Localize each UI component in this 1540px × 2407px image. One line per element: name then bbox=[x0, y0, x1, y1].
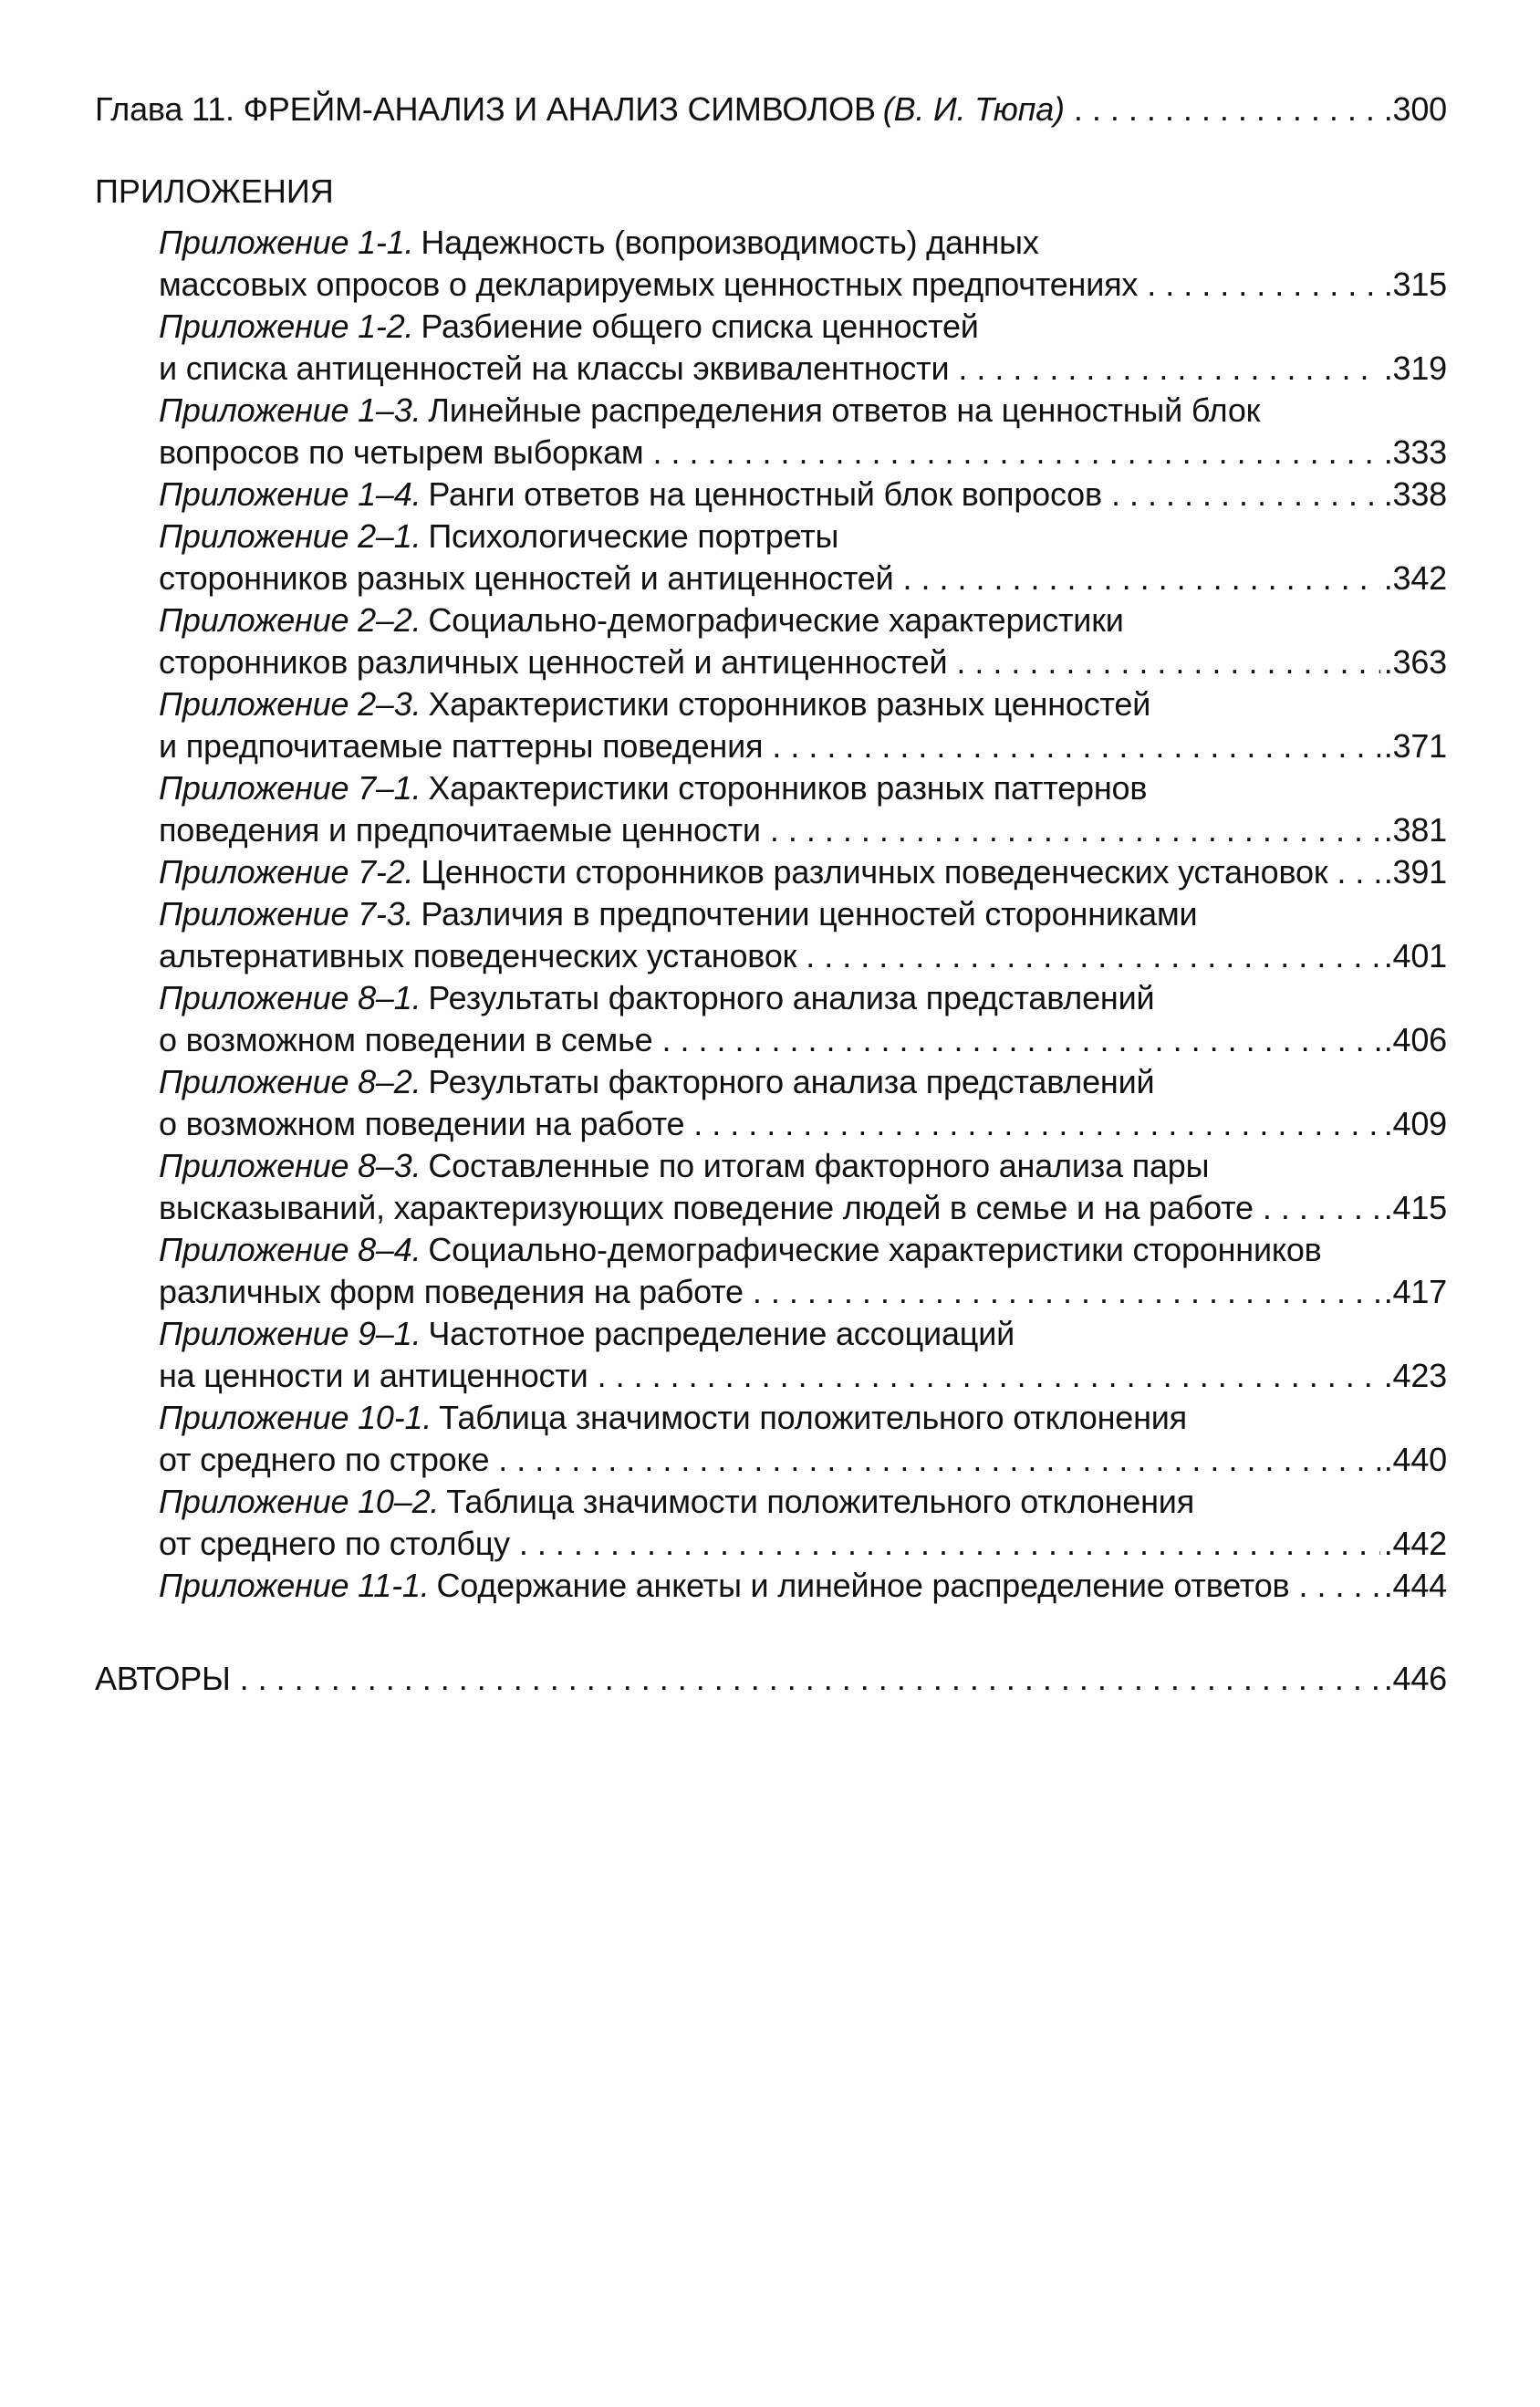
appendix-title: Содержание анкеты и линейное распределение ответов bbox=[436, 1567, 1290, 1604]
appendix-title-continued: массовых опросов о декларируемых ценностных предпочтениях bbox=[159, 266, 1139, 303]
leader-dots bbox=[806, 934, 1380, 978]
page-number: .401 bbox=[1383, 937, 1447, 974]
appendix-line bbox=[159, 1228, 1447, 1272]
chapter-author: (В. И. Тюпа) bbox=[882, 90, 1065, 128]
appendix-label: Приложение 10–2. bbox=[159, 1483, 440, 1520]
appendix-label: Приложение 7-3. bbox=[159, 895, 414, 933]
toc-entry-authors[interactable] bbox=[95, 1657, 1447, 1701]
appendix-line bbox=[159, 892, 1447, 936]
appendix-label: Приложение 9–1. bbox=[159, 1315, 421, 1352]
leader-dots bbox=[519, 1522, 1380, 1566]
appendix-label: Приложение 1–3. bbox=[159, 391, 421, 429]
leader-dots bbox=[770, 808, 1380, 852]
appendix-line bbox=[159, 641, 1447, 684]
leader-dots bbox=[652, 431, 1379, 474]
page-number: .442 bbox=[1383, 1525, 1447, 1562]
appendix-label: Приложение 1-2. bbox=[159, 307, 414, 345]
appendix-title: Разбиение общего списка ценностей bbox=[421, 307, 979, 345]
page-number: .391 bbox=[1383, 853, 1447, 891]
appendix-title: Социально-демографические характеристики сторонников bbox=[428, 1231, 1322, 1268]
appendix-title-continued: на ценности и антиценности bbox=[159, 1357, 588, 1394]
leader-dots bbox=[958, 347, 1379, 391]
appendix-line bbox=[159, 557, 1447, 600]
leader-dots bbox=[598, 1354, 1380, 1398]
appendix-label: Приложение 1–4. bbox=[159, 475, 421, 513]
appendix-label: Приложение 10-1. bbox=[159, 1399, 432, 1436]
appendix-line bbox=[159, 766, 1447, 810]
appendix-line bbox=[159, 347, 1447, 391]
appendix-label: Приложение 8–2. bbox=[159, 1063, 421, 1100]
appendix-title: Различия в предпочтении ценностей сторонниками bbox=[421, 895, 1198, 933]
chapter-title: Глава 11. ФРЕЙМ-АНАЛИЗ И АНАЛИЗ СИМВОЛОВ bbox=[95, 90, 876, 128]
leader-dots bbox=[498, 1438, 1379, 1482]
page-number: .417 bbox=[1383, 1273, 1447, 1310]
page-number: .446 bbox=[1383, 1660, 1447, 1697]
appendix-line bbox=[159, 934, 1447, 978]
leader-dots bbox=[1263, 1186, 1380, 1230]
appendix-line bbox=[159, 1438, 1447, 1482]
appendix-label: Приложение 2–1. bbox=[159, 517, 421, 555]
appendix-title: Психологические портреты bbox=[428, 517, 839, 555]
appendix-title: Ценности сторонников различных поведенческих установок bbox=[421, 853, 1328, 891]
appendix-title-continued: сторонников разных ценностей и антиценностей bbox=[159, 559, 894, 597]
appendix-title: Составленные по итогам факторного анализа пары bbox=[428, 1147, 1210, 1184]
appendix-label: Приложение 8–1. bbox=[159, 979, 421, 1016]
appendix-title-continued: альтернативных поведенческих установок bbox=[159, 937, 797, 974]
appendix-title-continued: различных форм поведения на работе bbox=[159, 1273, 744, 1310]
appendix-line bbox=[159, 1144, 1447, 1188]
appendix-line bbox=[159, 976, 1447, 1020]
appendix-line bbox=[159, 1354, 1447, 1398]
appendix-title: Результаты факторного анализа представлений bbox=[428, 1063, 1155, 1100]
leader-dots bbox=[1337, 850, 1379, 894]
appendix-title-continued: и списка антиценностей на классы эквивалентности bbox=[159, 349, 950, 387]
leader-dots bbox=[661, 1018, 1379, 1062]
authors-title: АВТОРЫ bbox=[95, 1660, 231, 1697]
appendix-title: Надежность (вопроизводимость) данных bbox=[421, 224, 1039, 261]
page-number: .333 bbox=[1383, 433, 1447, 471]
appendix-line bbox=[159, 263, 1447, 307]
appendix-label: Приложение 7-2. bbox=[159, 853, 414, 891]
appendix-title: Социально-демографические характеристики bbox=[428, 601, 1124, 639]
appendix-title-continued: и предпочитаемые паттерны поведения bbox=[159, 727, 764, 765]
appendix-title-continued: о возможном поведении на работе bbox=[159, 1105, 685, 1142]
appendix-line bbox=[159, 683, 1447, 726]
page-number: .415 bbox=[1383, 1189, 1447, 1226]
page-number: .342 bbox=[1383, 559, 1447, 597]
appendix-title: Таблица значимости положительного отклонения bbox=[439, 1399, 1187, 1436]
appendix-title-continued: от среднего по строке bbox=[159, 1441, 490, 1478]
appendix-label: Приложение 7–1. bbox=[159, 769, 421, 807]
page-number: .406 bbox=[1383, 1021, 1447, 1058]
leader-dots bbox=[903, 557, 1380, 600]
appendix-title: Частотное распределение ассоциаций bbox=[428, 1315, 1015, 1352]
leader-dots bbox=[1074, 88, 1380, 131]
appendix-line bbox=[159, 850, 1447, 894]
appendix-title-continued: поведения и предпочитаемые ценности bbox=[159, 811, 761, 849]
appendix-title-continued: о возможном поведении в семье bbox=[159, 1021, 653, 1058]
appendix-line bbox=[159, 1060, 1447, 1104]
leader-dots bbox=[240, 1657, 1380, 1701]
appendix-line bbox=[159, 221, 1447, 265]
appendix-title: Характеристики сторонников разных ценностей bbox=[428, 685, 1151, 723]
page-number: .319 bbox=[1383, 349, 1447, 387]
leader-dots bbox=[1111, 473, 1380, 516]
leader-dots bbox=[772, 724, 1379, 768]
appendix-title-continued: сторонников различных ценностей и антиценностей bbox=[159, 643, 948, 681]
toc-entry-chapter-11[interactable] bbox=[95, 88, 1447, 131]
leader-dots bbox=[1298, 1564, 1379, 1608]
appendix-line bbox=[159, 599, 1447, 642]
leader-dots bbox=[753, 1270, 1380, 1314]
appendix-line bbox=[159, 1102, 1447, 1146]
appendix-title: Ранги ответов на ценностный блок вопросов bbox=[428, 475, 1102, 513]
appendix-line bbox=[159, 808, 1447, 852]
page-number: .315 bbox=[1383, 266, 1447, 303]
appendix-line bbox=[159, 305, 1447, 349]
appendix-label: Приложение 8–4. bbox=[159, 1231, 421, 1268]
appendix-title: Результаты факторного анализа представлений bbox=[428, 979, 1155, 1016]
appendix-title-continued: вопросов по четырем выборкам bbox=[159, 433, 644, 471]
appendix-line bbox=[159, 1018, 1447, 1062]
page-number: .338 bbox=[1383, 475, 1447, 513]
appendix-line bbox=[159, 515, 1447, 558]
appendix-line bbox=[159, 431, 1447, 474]
appendices-heading: ПРИЛОЖЕНИЯ bbox=[95, 172, 334, 210]
appendix-line bbox=[159, 1396, 1447, 1440]
appendix-line bbox=[159, 1564, 1447, 1608]
appendix-title-continued: высказываний, характеризующих поведение людей в семье и на работе bbox=[159, 1189, 1254, 1226]
page-number: .371 bbox=[1383, 727, 1447, 765]
page-number: .300 bbox=[1383, 90, 1447, 128]
page-number: .444 bbox=[1383, 1567, 1447, 1604]
appendix-line bbox=[159, 1480, 1447, 1524]
appendix-line bbox=[159, 1312, 1447, 1356]
appendix-line bbox=[159, 1186, 1447, 1230]
appendix-title-continued: от среднего по столбцу bbox=[159, 1525, 510, 1562]
appendix-line bbox=[159, 389, 1447, 432]
page-number: .423 bbox=[1383, 1357, 1447, 1394]
appendix-label: Приложение 8–3. bbox=[159, 1147, 421, 1184]
appendix-line bbox=[159, 473, 1447, 516]
leader-dots bbox=[693, 1102, 1379, 1146]
appendix-label: Приложение 2–3. bbox=[159, 685, 421, 723]
appendix-title: Характеристики сторонников разных паттернов bbox=[428, 769, 1148, 807]
page-number: .363 bbox=[1383, 643, 1447, 681]
appendix-label: Приложение 1-1. bbox=[159, 224, 414, 261]
page-number: .440 bbox=[1383, 1441, 1447, 1478]
appendix-line bbox=[159, 1270, 1447, 1314]
appendix-title: Таблица значимости положительного отклонения bbox=[446, 1483, 1194, 1520]
appendix-title: Линейные распределения ответов на ценностный блок bbox=[428, 391, 1261, 429]
appendix-label: Приложение 2–2. bbox=[159, 601, 421, 639]
appendix-line bbox=[159, 1522, 1447, 1566]
page-number: .409 bbox=[1383, 1105, 1447, 1142]
leader-dots bbox=[956, 641, 1379, 684]
appendix-line bbox=[159, 724, 1447, 768]
page-number: .381 bbox=[1383, 811, 1447, 849]
leader-dots bbox=[1147, 263, 1379, 307]
appendix-label: Приложение 11-1. bbox=[159, 1567, 430, 1604]
